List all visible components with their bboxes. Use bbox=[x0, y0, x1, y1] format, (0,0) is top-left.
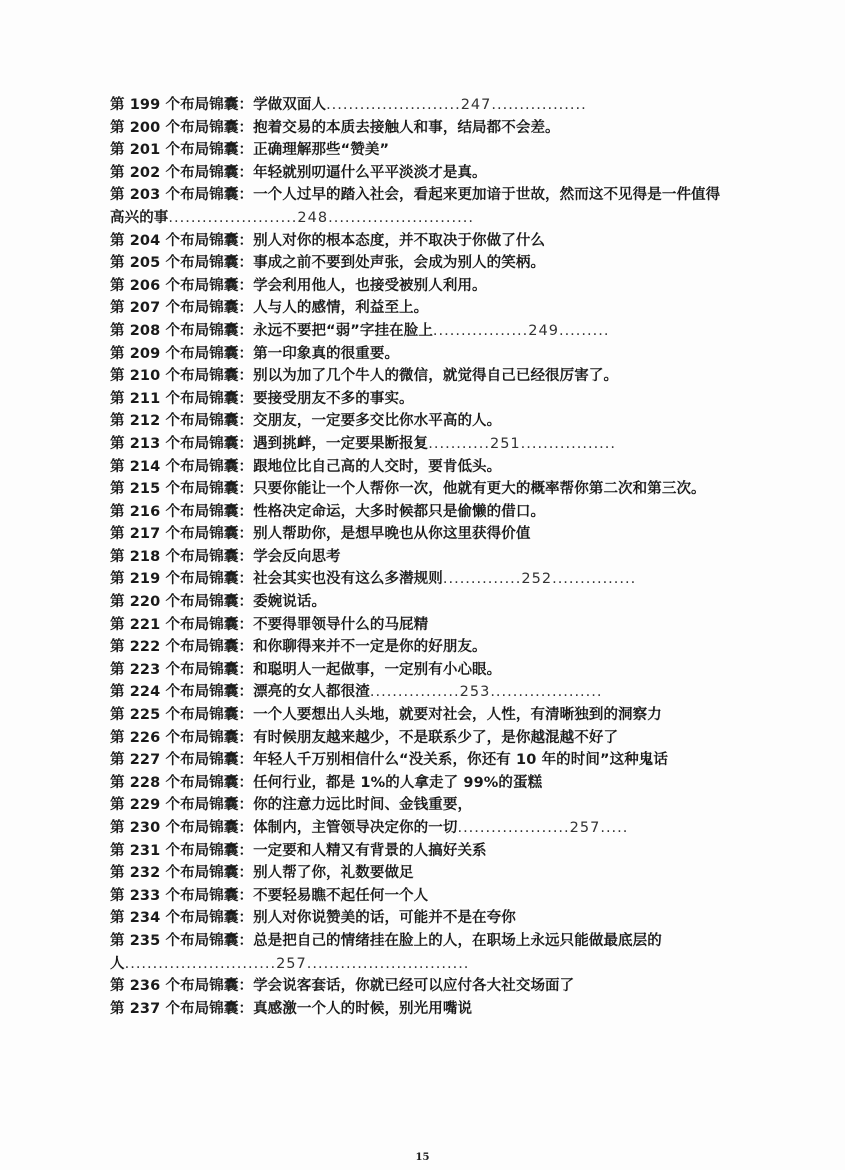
toc-entry bbox=[110, 433, 732, 456]
toc-entry bbox=[110, 659, 732, 682]
toc-entry bbox=[110, 184, 732, 229]
toc-entry-title: 第 200 个布局锦囊：抱着交易的本质去接触人和事，结局都不会差。 bbox=[110, 119, 560, 136]
toc-entry-title: 第 235 个布局锦囊：总是把自己的情绪挂在脸上的人，在职场上永远只能做最底层的人 bbox=[110, 932, 662, 972]
toc-entry bbox=[110, 162, 732, 185]
toc-entry bbox=[110, 749, 732, 772]
toc-entry-title: 第 202 个布局锦囊：年轻就别叨逼什么平平淡淡才是真。 bbox=[110, 164, 487, 181]
toc-entry bbox=[110, 614, 732, 637]
toc-entry bbox=[110, 636, 732, 659]
toc-entry-title: 第 203 个布局锦囊：一个人过早的踏入社会，看起来更加谙于世故，然而这不见得是一件值得高兴的事 bbox=[110, 187, 721, 226]
toc-entry-title: 第 209 个布局锦囊：第一印象真的很重要。 bbox=[110, 345, 400, 362]
toc-entry-title: 第 229 个布局锦囊：你的注意力远比时间、金钱重要， bbox=[110, 797, 473, 814]
toc-entry bbox=[110, 410, 732, 433]
toc-entry bbox=[110, 817, 732, 840]
toc-entry bbox=[110, 568, 732, 591]
toc-entry-title: 第 201 个布局锦囊：正确理解那些“赞美” bbox=[110, 142, 390, 159]
toc-entry-title: 第 212 个布局锦囊：交朋友，一定要多交比你水平高的人。 bbox=[110, 413, 502, 430]
toc-entry-title: 第 214 个布局锦囊：跟地位比自己高的人交时，要肯低头。 bbox=[110, 458, 502, 475]
toc-entry-title: 第 227 个布局锦囊：年轻人千万别相信什么“没关系，你还有 10 年的时间”这种鬼话 bbox=[110, 752, 668, 769]
toc-entry-title: 第 205 个布局锦囊：事成之前不要到处声张，会成为别人的笑柄。 bbox=[110, 255, 546, 272]
toc-entry bbox=[110, 930, 732, 975]
toc-entry bbox=[110, 727, 732, 750]
toc-entry bbox=[110, 297, 732, 320]
toc-page-ref: 248 bbox=[297, 209, 329, 226]
toc-entry-title: 第 216 个布局锦囊：性格决定命运，大多时候都只是偷懒的借口。 bbox=[110, 503, 546, 520]
toc-entry-title: 第 226 个布局锦囊：有时候朋友越来越少，不是联系少了，是你越混越不好了 bbox=[110, 729, 619, 746]
toc-entry-title: 第 215 个布局锦囊：只要你能让一个人帮你一次，他就有更大的概率帮你第二次和第三次。 bbox=[110, 481, 706, 498]
toc-entry-title: 第 213 个布局锦囊：遇到挑衅，一定要果断报复 bbox=[110, 435, 429, 452]
toc-entry bbox=[110, 252, 732, 275]
toc-entry bbox=[110, 862, 732, 885]
toc-entry-title: 第 210 个布局锦囊：别以为加了几个牛人的微信，就觉得自己已经很厉害了。 bbox=[110, 368, 619, 385]
toc-entry-title: 第 223 个布局锦囊：和聪明人一起做事，一定别有小心眼。 bbox=[110, 661, 502, 678]
toc-entry bbox=[110, 478, 732, 501]
toc-entry bbox=[110, 704, 732, 727]
toc-leader-dots: ................. bbox=[432, 322, 529, 339]
toc-entry-title: 第 206 个布局锦囊：学会利用他人，也接受被别人利用。 bbox=[110, 277, 487, 294]
toc-leader-dots: ........... bbox=[428, 435, 490, 452]
toc-entry-title: 第 228 个布局锦囊：任何行业，都是 1%的人拿走了 99%的蛋糕 bbox=[110, 774, 543, 791]
toc-entry bbox=[110, 320, 732, 343]
toc-page-ref: 252 bbox=[521, 571, 553, 588]
toc-leader-dots: .............. bbox=[442, 571, 522, 588]
toc-entry-title: 第 207 个布局锦囊：人与人的感情，利益至上。 bbox=[110, 300, 429, 317]
toc-page-ref: 249 bbox=[528, 322, 559, 339]
toc-entry-title: 第 218 个布局锦囊：学会反向思考 bbox=[110, 548, 341, 565]
toc-entry-title: 第 220 个布局锦囊：委婉说话。 bbox=[110, 594, 327, 611]
toc-entry bbox=[110, 591, 732, 614]
toc-entry bbox=[110, 681, 732, 704]
toc-page-ref: 257 bbox=[569, 820, 601, 836]
toc-entry-title: 第 225 个布局锦囊：一个人要想出人头地，就要对社会，人性，有清晰独到的洞察力 bbox=[110, 707, 662, 724]
toc-entry-title: 第 204 个布局锦囊：别人对你的根本态度，并不取决于你做了什么 bbox=[110, 232, 546, 249]
toc-leader-dots: .................... bbox=[490, 684, 603, 701]
toc-entry-title: 第 208 个布局锦囊：永远不要把“弱”字挂在脸上 bbox=[110, 322, 433, 339]
page-number: 15 bbox=[415, 1152, 430, 1163]
toc-entry bbox=[110, 230, 732, 253]
toc-leader-dots: ................. bbox=[491, 97, 587, 113]
toc-entry bbox=[110, 546, 732, 569]
toc-leader-dots: ................ bbox=[369, 684, 460, 701]
toc-entry bbox=[110, 885, 732, 908]
toc-entry bbox=[110, 998, 732, 1021]
toc-entry bbox=[110, 523, 732, 546]
toc-entry bbox=[110, 94, 732, 117]
toc-leader-dots: ....................... bbox=[168, 209, 298, 226]
toc-page-ref: 253 bbox=[459, 684, 491, 701]
toc-entry-title: 第 199 个布局锦囊：学做双面人 bbox=[110, 97, 327, 113]
toc-entry bbox=[110, 456, 732, 479]
toc-entry-title: 第 224 个布局锦囊：漂亮的女人都很渣 bbox=[110, 684, 370, 701]
toc-entry bbox=[110, 343, 732, 366]
toc-entry bbox=[110, 772, 732, 795]
toc-entry bbox=[110, 794, 732, 817]
toc-entry bbox=[110, 388, 732, 411]
toc-page-ref: 247 bbox=[460, 97, 492, 113]
toc-page-ref: 251 bbox=[489, 435, 521, 452]
toc-leader-dots: .................... bbox=[457, 820, 570, 836]
toc-page-ref: 257 bbox=[276, 955, 307, 972]
toc-entry-title: 第 233 个布局锦囊：不要轻易瞧不起任何一个人 bbox=[110, 887, 429, 904]
toc-entry bbox=[110, 275, 732, 298]
toc-entry bbox=[110, 840, 732, 863]
toc-entry-title: 第 231 个布局锦囊：一定要和人精又有背景的人搞好关系 bbox=[110, 842, 487, 859]
toc-entry-title: 第 217 个布局锦囊：别人帮助你，是想早晚也从你这里获得价值 bbox=[110, 526, 531, 543]
toc-entry-title: 第 221 个布局锦囊：不要得罪领导什么的马屁精 bbox=[110, 616, 429, 633]
toc-entry bbox=[110, 907, 732, 930]
toc-leader-dots: .......................... bbox=[328, 209, 474, 226]
toc-leader-dots: ........................ bbox=[326, 97, 461, 113]
toc-leader-dots: ................. bbox=[520, 435, 617, 452]
toc-leader-dots: ..... bbox=[600, 820, 629, 836]
toc-entry-title: 第 230 个布局锦囊：体制内，主管领导决定你的一切 bbox=[110, 820, 458, 836]
table-of-contents bbox=[110, 94, 732, 1020]
toc-entry bbox=[110, 365, 732, 388]
toc-entry-title: 第 236 个布局锦囊：学会说客套话，你就已经可以应付各大社交场面了 bbox=[110, 978, 575, 995]
toc-entry-title: 第 219 个布局锦囊：社会其实也没有这么多潜规则 bbox=[110, 571, 443, 588]
toc-entry bbox=[110, 139, 732, 162]
toc-entry bbox=[110, 117, 732, 140]
toc-entry bbox=[110, 975, 732, 998]
toc-entry-title: 第 211 个布局锦囊：要接受朋友不多的事实。 bbox=[110, 390, 414, 407]
toc-entry-title: 第 237 个布局锦囊：真感激一个人的时候，别光用嘴说 bbox=[110, 1000, 473, 1017]
toc-entry-title: 第 232 个布局锦囊：别人帮了你，礼数要做足 bbox=[110, 865, 414, 882]
toc-leader-dots: ............... bbox=[552, 571, 637, 588]
toc-entry-title: 第 222 个布局锦囊：和你聊得来并不一定是你的好朋友。 bbox=[110, 639, 487, 656]
toc-leader-dots: ......... bbox=[558, 322, 610, 339]
toc-leader-dots: ........................... bbox=[124, 955, 277, 972]
toc-leader-dots: ............................. bbox=[306, 955, 470, 972]
toc-entry bbox=[110, 501, 732, 524]
toc-entry-title: 第 234 个布局锦囊：别人对你说赞美的话，可能并不是在夸你 bbox=[110, 910, 516, 927]
